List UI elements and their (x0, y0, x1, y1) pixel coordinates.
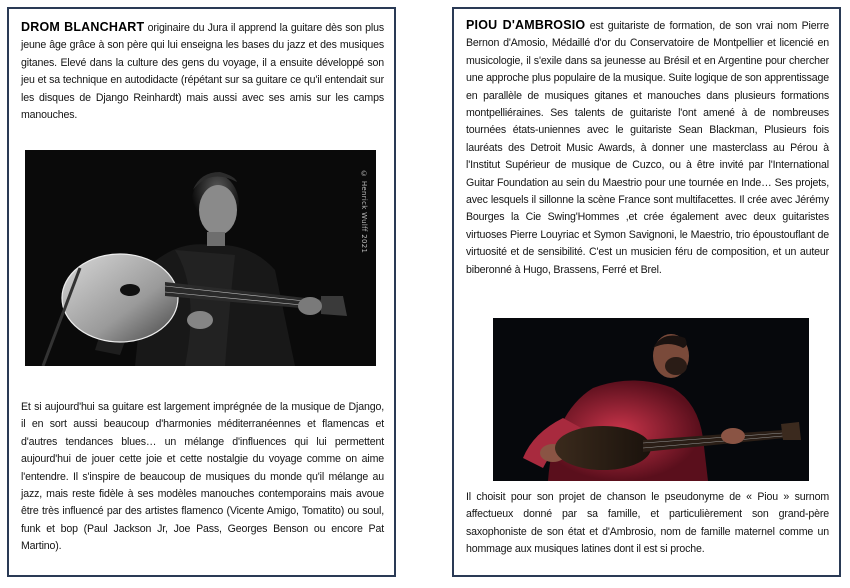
photo-credit: © Henrick Wulff 2021 (360, 170, 368, 254)
left-outro-paragraph: Et si aujourd'hui sa guitare est largement imprégnée de la musique de Django, il en sort aussi beaucoup d'harmonies méditerranéennes et flamencas et d'autres tendances blues… un mélange d'influences qui lui permettent aujourd'hui de jouer cette joie et cette nostalgie du voyage comme on aime l'entendre. Il s'inspire de beaucoup de musiques du monde qu'il mélange au jazz, mais reste fidèle à ses modèles manouches contemporains mais avoue être très influencé par des artistes flamenco (Vicente Amigo, Tomatito) ou soul, funk et bop (Paul Jackson Jr, Joe Pass, Georges Benson ou encore Pat Martino). (21, 401, 384, 553)
artist-name-piou: PIOU D'AMBROSIO (466, 18, 586, 32)
guitarist-bw-illustration (25, 150, 376, 366)
left-article-panel (7, 7, 396, 577)
right-intro-paragraph (466, 17, 829, 279)
guitarist-red-illustration (493, 318, 809, 481)
right-outro-paragraph: Il choisit pour son projet de chanson le pseudonyme de « Piou » surnom affectueux donné par sa famille, et particulièrement son grand-père saxophoniste de son état et d'Ambrosio, nom de famille maternel comme un hommage aux musiques latines dont il est si proche. (466, 491, 829, 556)
drom-blanchart-photo (25, 150, 376, 366)
left-intro-text: originaire du Jura il apprend la guitare dès son plus jeune âge grâce à son père qui lui enseigna les bases du jazz et des musiques gitanes. Elevé dans la culture des gens du voyage, il a ensuite développé son jeu et sa technique en autodidacte (répétant sur sa guitare ce qu'il entendait sur les disques de Django Reinhardt) mais aussi avec ses amis sur les camps manouches. (21, 22, 384, 122)
left-intro-paragraph (21, 19, 384, 124)
right-article-panel (452, 7, 841, 577)
right-intro-text: est guitariste de formation, de son vrai nom Pierre Bernon d'Amosio, Médaillé d'or du Conservatoire de Montpellier et licencié en musicologie, il s'exile dans sa jeunesse au Brésil et en Argentine pour chercher une approche plus populaire de la musique. Suite logique de son apprentissage en parallèle de musiques gitanes et manouches dans plusieurs formations montpelliéraines. Ses talents de guitariste l'ont amené à de nombreuses tournées états-uniennes avec le guitariste Sean Blackman, Plusieurs fois lauréats des Detroit Music Awards, à donner une masterclass au Pérou à l'Institut Supérieur de musique de Cuzco, ou à être invité par l'International Guitar Foundation au sein du Maestrio pour une tournée en Inde… Ses projets, avec lesquels il sillonne la scène France sont multifacettes. Il crée avec Jérémy Bourges la Cie Swing'Hommes ,et crée également avec deux guitaristes virtuoses Pierre Louyriac et Symon Savignoni, le Maestrio, trio époustouflant de virtuosité et de sensibilité. C'est un musicien féru de composition, et un auteur biberonné à Hugo, Brassens, Ferré et Brel. (466, 20, 829, 276)
artist-name-drom: DROM BLANCHART (21, 20, 145, 34)
piou-dambrosio-photo (493, 318, 809, 481)
